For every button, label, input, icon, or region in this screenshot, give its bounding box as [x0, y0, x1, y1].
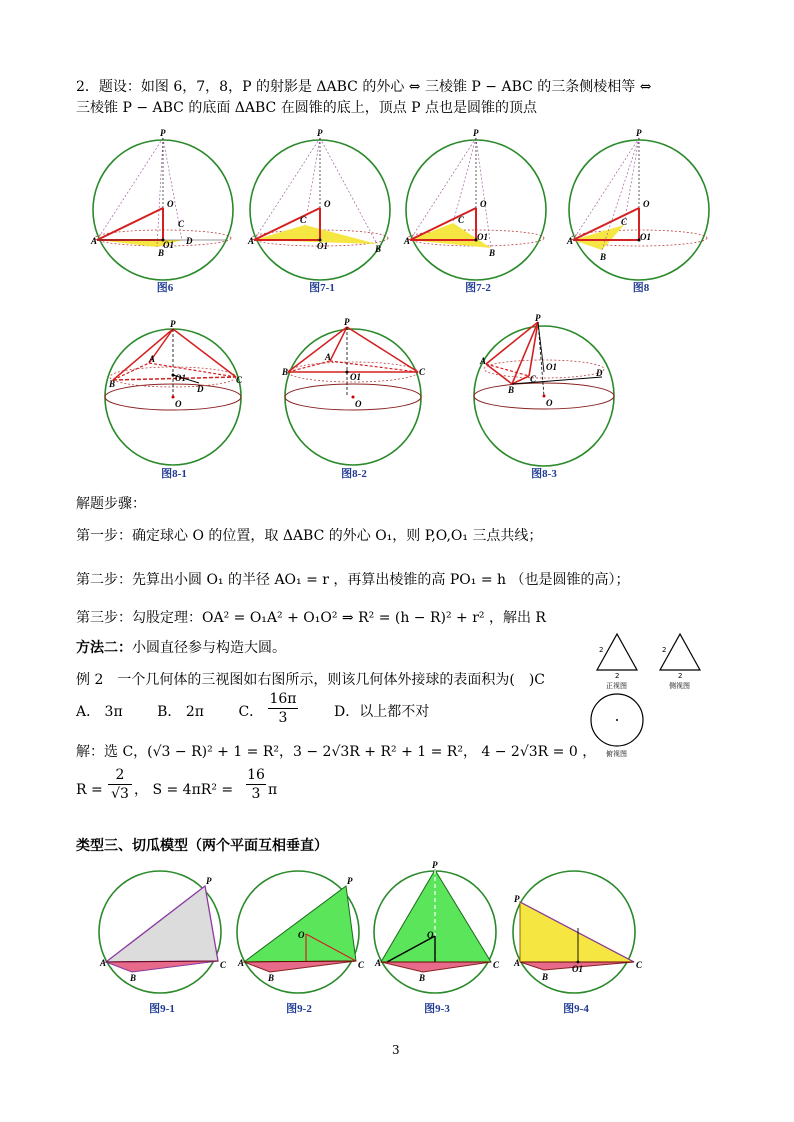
- label-P: P: [160, 128, 166, 138]
- label-C: C: [300, 215, 307, 225]
- option-b: B． 2π: [157, 704, 204, 720]
- label-O1: O1: [546, 362, 557, 372]
- label-P: P: [170, 319, 176, 329]
- figure-9-3: [373, 860, 501, 996]
- figure-8: [566, 130, 716, 280]
- label-A: A: [404, 236, 411, 246]
- example2-options: [76, 702, 263, 722]
- label-O: O: [167, 199, 174, 209]
- label-B: B: [268, 973, 275, 983]
- label-A: A: [514, 958, 521, 968]
- page-number: 3: [392, 1043, 400, 1057]
- section2-line1: 2．题设：如图 6，7，8，P 的射影是 ΔABC 的外心 ⇔ 三棱锥 P − ABC 的三条侧棱相等 ⇔: [76, 79, 652, 95]
- label-P: P: [347, 876, 353, 886]
- front-dim-base: 2: [615, 672, 620, 680]
- label-D: D: [197, 384, 204, 394]
- caption-fig8-3: 图8-3: [531, 468, 557, 480]
- figure-7-1: [247, 130, 397, 280]
- label-P: P: [432, 860, 438, 870]
- figure-8-1: [105, 317, 245, 465]
- label-A: A: [480, 356, 487, 366]
- label-P: P: [206, 876, 212, 886]
- caption-fig7-1: 图7-1: [309, 282, 335, 294]
- method2-text: 小圆直径参与构造大圆。: [132, 640, 286, 656]
- section2-line2: 三棱锥 P − ABC 的底面 ΔABC 在圆锥的底上，顶点 P 点也是圆锥的顶点: [76, 100, 538, 116]
- label-C: C: [636, 960, 643, 970]
- label-A: A: [325, 352, 332, 362]
- label-A: A: [149, 354, 156, 364]
- caption-fig6: 图6: [156, 282, 174, 294]
- caption-fig8-1: 图8-1: [161, 468, 187, 480]
- caption-fig9-3: 图9-3: [424, 1003, 450, 1015]
- solution-S-denominator: 3: [251, 786, 261, 802]
- front-view-label: 正视图: [606, 682, 627, 690]
- label-O: O: [355, 399, 362, 409]
- label-A: A: [567, 236, 574, 246]
- label-O: O: [427, 930, 434, 940]
- caption-fig8: 图8: [632, 282, 650, 294]
- option-c-numerator: 16π: [269, 691, 297, 707]
- label-C: C: [530, 374, 537, 384]
- example2-question: 例 2 一个几何体的三视图如右图所示，则该几何体外接球的表面积为( )C: [76, 672, 545, 688]
- label-C: C: [358, 960, 365, 970]
- label-A: A: [100, 958, 107, 968]
- solution-S-pi: π: [268, 782, 278, 798]
- figure-8-2: [282, 317, 426, 465]
- label-B: B: [109, 379, 116, 389]
- label-O1: O1: [640, 232, 651, 242]
- figure-6: [90, 130, 240, 280]
- figure-9-1: [98, 868, 226, 996]
- type3-heading: 类型三、切瓜模型（两个平面互相垂直）: [76, 838, 328, 854]
- side-dim-side: 2: [662, 646, 667, 654]
- figure-8-3: [472, 314, 620, 466]
- label-C: C: [493, 960, 500, 970]
- label-B: B: [542, 972, 549, 982]
- label-O: O: [643, 199, 650, 209]
- label-O1: O1: [477, 232, 488, 242]
- label-C: C: [458, 215, 465, 225]
- solution-R-fraction: [108, 766, 132, 803]
- steps-heading: 解题步骤：: [76, 496, 146, 512]
- caption-fig8-2: 图8-2: [341, 468, 367, 480]
- label-O1: O1: [163, 240, 174, 250]
- figure-7-2: [403, 130, 553, 280]
- label-A: A: [375, 958, 382, 968]
- label-P: P: [473, 128, 479, 138]
- label-B: B: [600, 252, 607, 262]
- step-2: 第二步：先算出小圆 O₁ 的半径 AO₁ = r ，再算出棱锥的高 PO₁ = h （也是圆锥的高）；: [76, 572, 630, 588]
- label-B: B: [508, 385, 515, 395]
- caption-fig9-4: 图9-4: [563, 1003, 589, 1015]
- label-P: P: [535, 313, 541, 323]
- label-O: O: [175, 399, 182, 409]
- example2-solution-line1: 解：选 C，(√3 − R)² + 1 = R²，3 − 2√3R + R² + 1 = R²， 4 − 2√3R = 0 ，: [76, 744, 597, 760]
- label-D: D: [596, 368, 603, 378]
- front-dim-side: 2: [599, 646, 604, 654]
- label-O1: O1: [175, 373, 186, 383]
- label-D: D: [186, 236, 193, 246]
- caption-fig9-2: 图9-2: [286, 1003, 312, 1015]
- label-O1: O1: [572, 964, 583, 974]
- label-C: C: [621, 217, 628, 227]
- option-c-fraction: [268, 690, 298, 727]
- method2-label: 方法二：: [76, 640, 132, 656]
- side-view-label: 侧视图: [669, 682, 690, 690]
- solution-S-label: ， S = 4πR² =: [134, 782, 234, 798]
- label-B: B: [419, 973, 426, 983]
- option-d: D．以上都不对: [334, 704, 430, 720]
- label-A: A: [238, 958, 245, 968]
- solution-S-numerator: 16: [247, 767, 265, 783]
- label-P: P: [317, 128, 323, 138]
- label-C: C: [419, 367, 426, 377]
- label-C: C: [220, 960, 227, 970]
- side-dim-base: 2: [678, 672, 683, 680]
- label-O1: O1: [350, 372, 361, 382]
- label-O1: O1: [317, 241, 328, 251]
- label-B: B: [158, 248, 165, 258]
- label-C: C: [236, 375, 243, 385]
- label-B: B: [489, 248, 496, 258]
- step-3: 第三步：勾股定理：OA² = O₁A² + O₁O² ⇒ R² = (h − R)² + r² ，解出 R: [76, 610, 546, 626]
- label-O: O: [324, 199, 331, 209]
- label-P: P: [344, 317, 350, 327]
- option-c-denominator: 3: [278, 710, 288, 726]
- three-views-figure: [585, 628, 715, 758]
- label-A: A: [91, 236, 98, 246]
- figure-9-4: [512, 868, 643, 996]
- step-1: 第一步：确定球心 O 的位置，取 ΔABC 的外心 O₁，则 P,O,O₁ 三点共线；: [76, 528, 543, 544]
- label-B: B: [130, 973, 137, 983]
- label-A: A: [248, 236, 255, 246]
- solution-S-fraction: [246, 766, 266, 803]
- label-O: O: [298, 930, 305, 940]
- label-B: B: [282, 367, 289, 377]
- caption-fig7-2: 图7-2: [465, 282, 491, 294]
- option-c-label: C．: [238, 704, 264, 720]
- solution-R-denominator: √3: [111, 786, 129, 802]
- label-P: P: [636, 128, 642, 138]
- top-view-label: 俯视图: [606, 750, 627, 758]
- caption-fig9-1: 图9-1: [149, 1003, 175, 1015]
- label-P: P: [514, 894, 520, 904]
- option-a: A． 3π: [76, 704, 123, 720]
- label-B: B: [375, 244, 382, 254]
- solution-R-label: R =: [76, 782, 103, 798]
- label-O: O: [546, 398, 553, 408]
- label-O: O: [480, 199, 487, 209]
- figure-9-2: [236, 868, 364, 996]
- label-C: C: [178, 219, 185, 229]
- solution-R-numerator: 2: [108, 766, 132, 785]
